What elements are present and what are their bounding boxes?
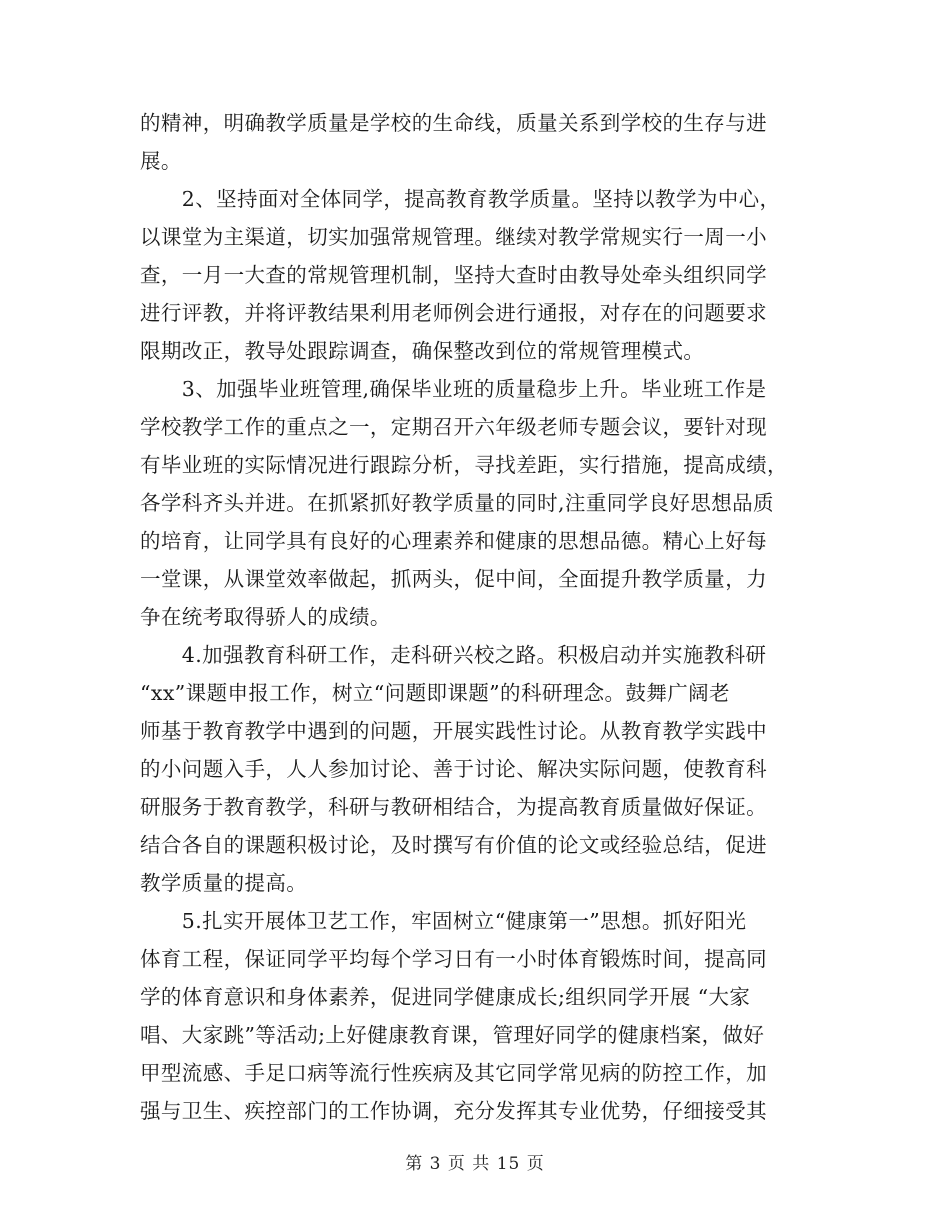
text-line: 学校教学工作的重点之一，定期召开六年级老师专题会议，要针对现 [140, 415, 767, 439]
text-line: 限期改正，教导处跟踪调查，确保整改到位的常规管理模式。 [140, 339, 705, 363]
text-line: 展。 [140, 149, 182, 173]
text-line: 2、坚持面对全体同学，提高教育教学质量。坚持以教学为中心， [140, 187, 781, 211]
text-line: 各学科齐头并进。在抓紧抓好教学质量的同时,注重同学良好思想品质 [140, 491, 774, 515]
text-line: 查，一月一大查的常规管理机制，坚持大查时由教导处牵头组织同学 [140, 263, 767, 287]
text-line: 学的体育意识和身体素养，促进同学健康成长;组织同学开展 “大家 [140, 985, 751, 1009]
text-line: 体育工程，保证同学平均每个学习日有一小时体育锻炼时间，提高同 [140, 947, 767, 971]
text-line: 唱、大家跳”等活动;上好健康教育课，管理好同学的健康档案，做好 [140, 1023, 765, 1047]
document-body [140, 104, 810, 1130]
text-line: 师基于教育教学中遇到的问题，开展实践性讨论。从教育教学实践中 [140, 719, 767, 743]
text-line: 的精神，明确教学质量是学校的生命线，质量关系到学校的生存与进 [140, 111, 767, 135]
text-line: 以课堂为主渠道，切实加强常规管理。继续对教学常规实行一周一小 [140, 225, 767, 249]
text-line: 4.加强教育科研工作，走科研兴校之路。积极启动并实施教科研 [140, 643, 767, 667]
text-line: 5.扎实开展体卫艺工作，牢固树立“健康第一”思想。抓好阳光 [140, 909, 747, 933]
text-line: 强与卫生、疾控部门的工作协调，充分发挥其专业优势，仔细接受其 [140, 1099, 767, 1123]
text-line: 甲型流感、手足口病等流行性疾病及其它同学常见病的防控工作，加 [140, 1061, 767, 1085]
text-line: 研服务于教育教学，科研与教研相结合，为提高教育质量做好保证。 [140, 795, 767, 819]
text-line: 有毕业班的实际情况进行跟踪分析，寻找差距，实行措施，提高成绩， [140, 453, 788, 477]
text-line: 结合各自的课题积极讨论，及时撰写有价值的论文或经验总结，促进 [140, 833, 767, 857]
text-line: 一堂课，从课堂效率做起，抓两头，促中间，全面提升教学质量，力 [140, 567, 767, 591]
text-line: 的小问题入手，人人参加讨论、善于讨论、解决实际问题，使教育科 [140, 757, 767, 781]
text-line: “xx”课题申报工作，树立“问题即课题”的科研理念。鼓舞广阔老 [140, 681, 730, 705]
text-line: 争在统考取得骄人的成绩。 [140, 605, 391, 629]
text-line: 的培育，让同学具有良好的心理素养和健康的思想品德。精心上好每 [140, 529, 767, 553]
text-line: 教学质量的提高。 [140, 871, 308, 895]
text-line: 3、加强毕业班管理,确保毕业班的质量稳步上升。毕业班工作是 [140, 377, 767, 401]
text-line: 进行评教，并将评教结果利用老师例会进行通报，对存在的问题要求 [140, 301, 767, 325]
page-number-footer: 第 3 页 共 15 页 [405, 1154, 545, 1174]
